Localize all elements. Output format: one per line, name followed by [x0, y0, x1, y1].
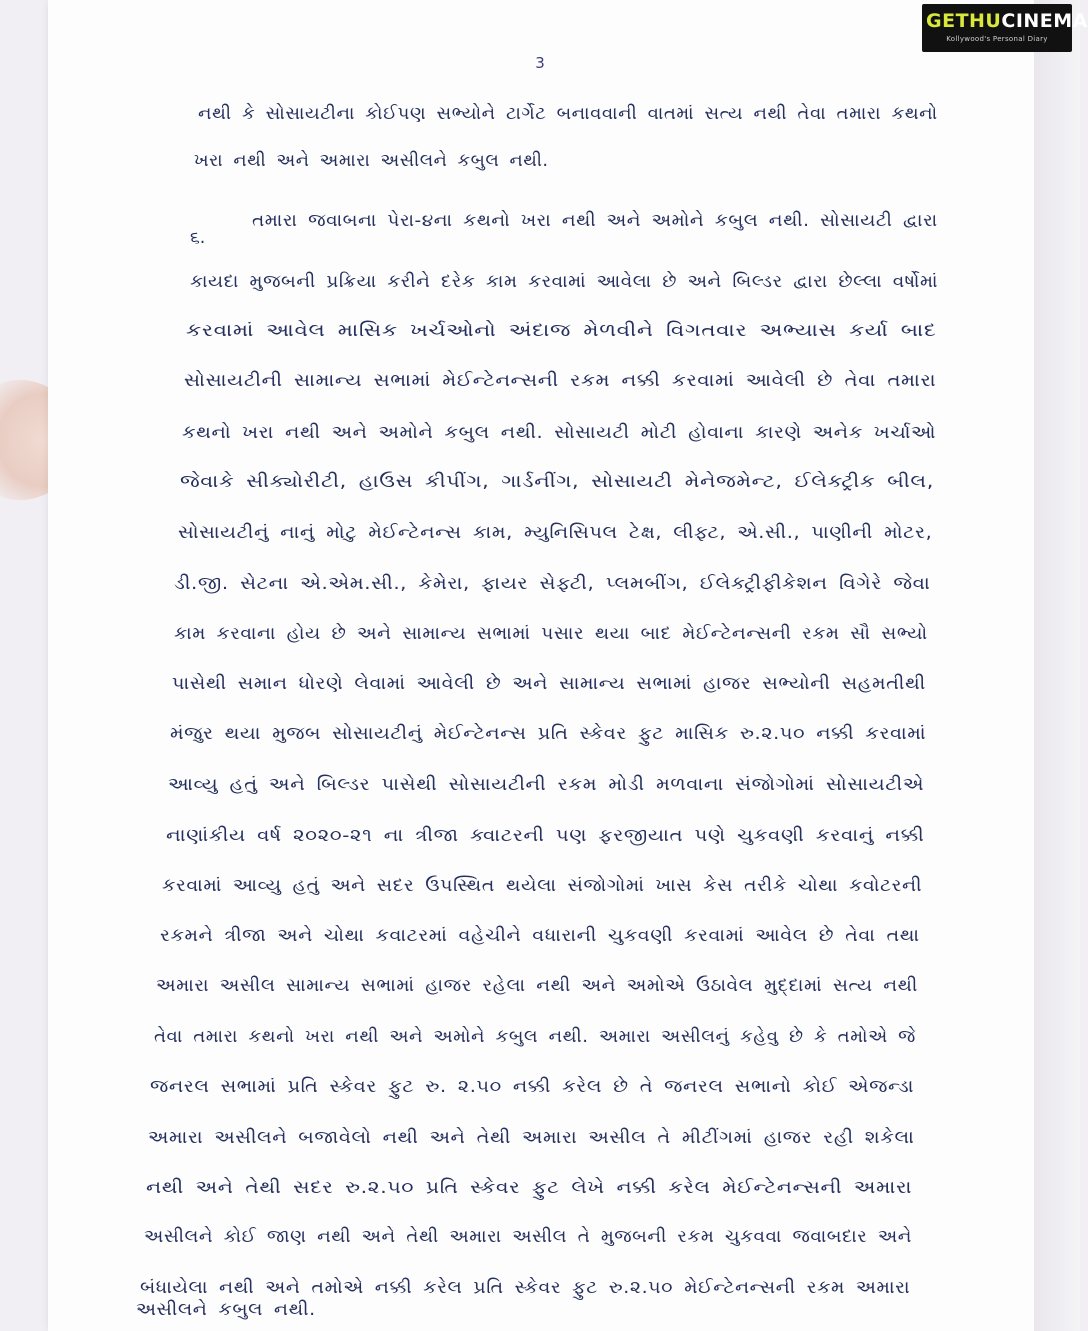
text-line: તેવા તમારા કથનો ખરા નથી અને અમોને કબુલ નથી. અમારા અસીલનું કહેવુ છે કે તમોએ જે — [154, 1027, 916, 1047]
text-line: નથી અને તેથી સદર રુ.૨.૫૦ પ્રતિ સ્કેવર ફુટ લેખે નક્કી કરેલ મેઈન્ટેનન્સની અમારા — [146, 1178, 913, 1198]
text-line: ખરા નથી અને અમારા અસીલને કબુલ નથી. — [194, 151, 549, 171]
page-edge — [1034, 0, 1080, 1331]
text-line: કથનો ખરા નથી અને અમોને કબુલ નથી. સોસાયટી મોટી હોવાના કારણે અનેક ખર્ચાઓ — [182, 423, 937, 443]
watermark-brand — [926, 10, 1088, 32]
text-line: કામ કરવાના હોય છે અને સામાન્ય સભામાં પસાર થયા બાદ મેઈન્ટેનન્સની રકમ સૌ સભ્યો — [174, 624, 928, 644]
text-line: આવ્યુ હતું અને બિલ્ડર પાસેથી સોસાયટીની રકમ મોડી મળવાના સંજોગોમાં સોસાયટીએ — [168, 775, 925, 795]
paragraph-number: ૬. — [190, 228, 206, 248]
text-line: રકમને ત્રીજા અને ચોથા કવાટરમાં વહેચીને વધારાની ચુકવણી કરવામાં આવેલ છે તેવા તથા — [160, 926, 920, 946]
text-line: જેવાકે સીક્યોરીટી, હાઉસ કીપીંગ, ગાર્ડનીંગ, સોસાયટી મેનેજમેન્ટ, ઈલેક્ટ્રીક બીલ, — [180, 472, 934, 492]
page-number: 3 — [535, 54, 545, 72]
watermark-tagline: Kollywood's Personal Diary — [946, 35, 1048, 43]
text-line: અસીલને કોઈ જાણ નથી અને તેથી અમારા અસીલ તે મુજબની રકમ ચુકવવા જવાબદાર અને — [144, 1227, 912, 1247]
text-line: સોસાયટીની સામાન્ય સભામાં મેઈન્ટેનન્સની રકમ નક્કી કરવામાં આવેલી છે તેવા તમારા — [184, 371, 937, 391]
text-line: કરવામાં આવ્યુ હતું અને સદર ઉપસ્થિત થયેલા સંજોગોમાં ખાસ કેસ તરીકે ચોથા કવોટરની — [162, 876, 923, 896]
text-line: બંધાયેલા નથી અને તમોએ નક્કી કરેલ પ્રતિ સ્કેવર ફુટ રુ.૨.૫૦ મેઈન્ટેનન્સની રકમ અમારા — [140, 1278, 911, 1298]
text-line: અમારા અસીલને બજાવેલો નથી અને તેથી અમારા અસીલ તે મીટીંગમાં હાજર રહી શકેલા — [148, 1128, 915, 1148]
text-line: સોસાયટીનું નાનું મોટુ મેઈન્ટેનન્સ કામ, મ્યુનિસિપલ ટેક્ષ, લીફ્ટ, એ.સી., પાણીની મોટર, — [178, 523, 933, 543]
text-line: અસીલને કબુલ નથી. — [136, 1300, 316, 1320]
watermark-logo — [922, 4, 1088, 52]
text-line: નથી કે સોસાયટીના કોઈપણ સભ્યોને ટાર્ગેટ બનાવવાની વાતમાં સત્ય નથી તેવા તમારા કથનો — [198, 104, 938, 124]
watermark-brand-part2: CINEMA — [1001, 10, 1088, 32]
text-line: મંજુર થયા મુજબ સોસાયટીનું મેઈન્ટેનન્સ પ્રતિ સ્કેવર ફુટ માસિક રુ.૨.૫૦ નક્કી કરવામાં — [170, 724, 927, 744]
text-line: કરવામાં આવેલ માસિક ખર્ચઓનો અંદાજ મેળવીને વિગતવાર અભ્યાસ કર્યા બાદ — [186, 321, 937, 341]
text-line: ડી.જી. સેટના એ.એમ.સી., કેમેરા, ફાયર સેફ્ટી, પ્લમબીંગ, ઈલેક્ટ્રીફીકેશન વિગેરે જેવા — [174, 574, 931, 594]
text-line: અમારા અસીલ સામાન્ય સભામાં હાજર રહેલા નથી અને અમોએ ઉઠાવેલ મુદ્દામાં સત્ય નથી — [156, 976, 918, 996]
text-line: કાયદા મુજબની પ્રક્રિયા કરીને દરેક કામ કરવામાં આવેલા છે અને બિલ્ડર દ્વારા છેલ્લા વર્ષોમાં — [190, 272, 939, 292]
text-line: પાસેથી સમાન ધોરણે લેવામાં આવેલી છે અને સામાન્ય સભામાં હાજર સભ્યોની સહમતીથી — [172, 674, 926, 694]
text-line: જનરલ સભામાં પ્રતિ સ્કેવર ફુટ રુ. ૨.૫૦ નક્કી કરેલ છે તે જનરલ સભાનો કોઈ એજન્ડા — [150, 1077, 915, 1097]
text-line: તમારા જવાબના પેરા-૪ના કથનો ખરા નથી અને અમોને કબુલ નથી. સોસાયટી દ્વારા — [252, 211, 938, 231]
watermark-brand-part1: GETHU — [926, 10, 1002, 32]
text-line: નાણાંકીય વર્ષ ૨૦૨૦-૨૧ ના ત્રીજા ક્વાટરની પણ ફરજીયાત પણે ચુકવણી કરવાનું નક્કી — [166, 826, 925, 846]
